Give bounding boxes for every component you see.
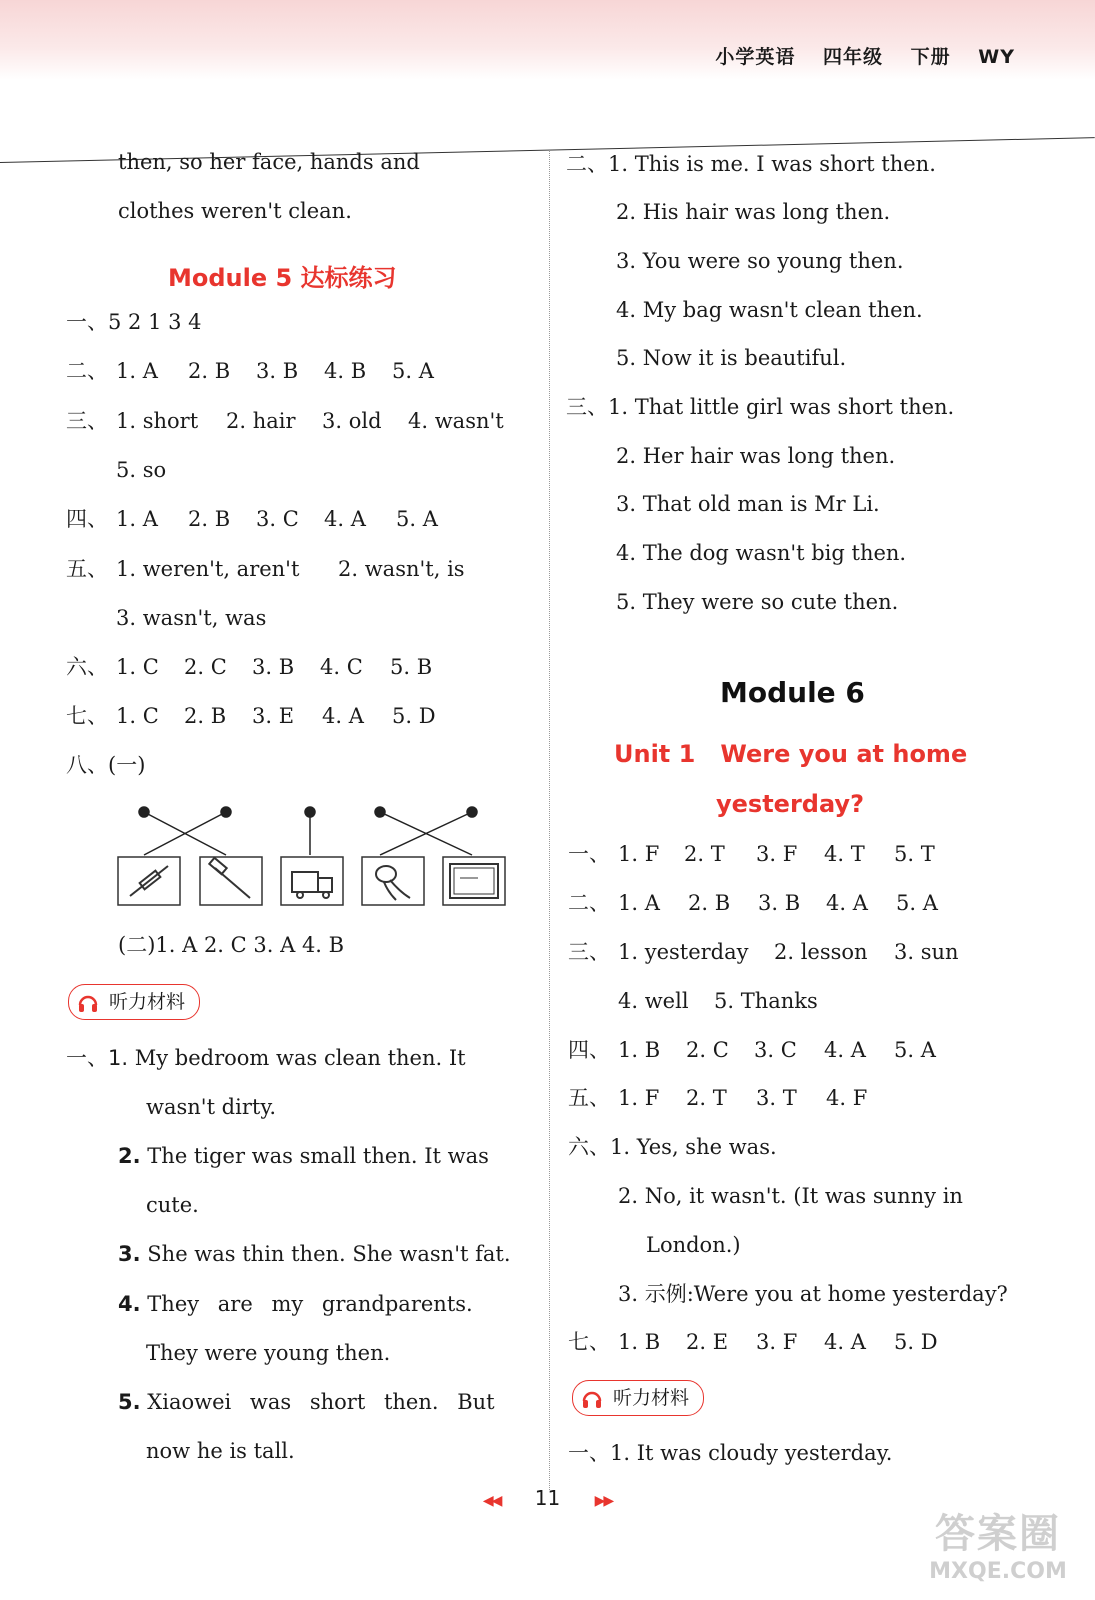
q3-row: 三、 1. short 2. hair 3. old 4. wasn't	[66, 409, 504, 433]
syringe-icon	[130, 866, 168, 896]
r-q3-row-5: 5. They were so cute then.	[616, 590, 899, 614]
r-q2-row-4: 4. My bag wasn't clean then.	[616, 298, 923, 322]
u7-row: 七、 1. B 2. E 3. F 4. A 5. D	[568, 1330, 938, 1354]
r-q3-row-2: 2. Her hair was long then.	[616, 444, 896, 468]
q8-row: 八、(一)	[66, 753, 146, 777]
listening-tag-right: 听力材料	[572, 1380, 704, 1416]
q1-row: 一、5 2 1 3 4	[66, 310, 202, 334]
unit1-title-1: Unit 1 Were you at home	[614, 740, 968, 768]
q5-cont: 3. wasn't, was	[116, 606, 267, 630]
listening-1-cont: wasn't dirty.	[146, 1095, 277, 1119]
u6-row-3: London.)	[646, 1233, 741, 1257]
q6-row: 六、 1. C 2. C 3. B 4. C 5. B	[66, 655, 433, 679]
u6-row-4: 3. 示例:Were you at home yesterday?	[618, 1282, 1008, 1306]
listening-4: 4. They are my grandparents.	[118, 1292, 473, 1316]
r-q3-row-1: 三、1. That little girl was short then.	[566, 395, 955, 419]
u3-row: 三、 1. yesterday 2. lesson 3. sun	[568, 940, 959, 964]
r-q3-row-4: 4. The dog wasn't big then.	[616, 541, 907, 565]
listening-2-cont: cute.	[146, 1193, 199, 1217]
listening-4-cont: They were young then.	[146, 1341, 391, 1365]
page-header	[695, 42, 1015, 69]
watermark: 答案圈 MXQE.COM	[929, 1511, 1067, 1584]
u2-row: 二、 1. A 2. B 3. B 4. A 5. A	[568, 891, 938, 915]
listening-3: 3. She was thin then. She wasn't fat.	[118, 1242, 511, 1266]
listening-5-cont: now he is tall.	[146, 1439, 295, 1463]
header-edition: WY	[978, 46, 1015, 68]
r-q2-row-1: 二、1. This is me. I was short then.	[566, 152, 936, 176]
q2-row: 二、 1. A 2. B 3. B 4. B 5. A	[66, 359, 434, 383]
carry-line-2: clothes weren't clean.	[118, 199, 352, 223]
q7-row: 七、 1. C 2. B 3. E 4. A 5. D	[66, 704, 436, 728]
module6-title: Module 6	[720, 676, 865, 709]
r-q2-row-3: 3. You were so young then.	[616, 249, 904, 273]
prev-arrows-icon: ◀◀	[482, 1493, 501, 1509]
u4-row: 四、 1. B 2. C 3. C 4. A 5. A	[568, 1038, 936, 1062]
u6-row-2: 2. No, it wasn't. (It was sunny in	[618, 1184, 963, 1208]
scarf-icon	[376, 866, 410, 900]
listening-tag-left: 听力材料	[68, 984, 200, 1020]
carry-line-1: then, so her face, hands and	[118, 150, 420, 174]
truck-icon	[292, 872, 332, 898]
u3-cont: 4. well 5. Thanks	[618, 989, 818, 1013]
matching-diagram	[110, 800, 520, 915]
r-listening-1: 一、1. It was cloudy yesterday.	[568, 1441, 893, 1465]
blackboard-icon	[450, 864, 498, 898]
listening-5: 5. Xiaowei was short then. But	[118, 1390, 495, 1414]
header-grade: 四年级	[823, 46, 884, 68]
u1-row: 一、 1. F 2. T 3. F 4. T 5. T	[568, 842, 935, 866]
unit1-title-2: yesterday?	[716, 790, 864, 818]
module5-title: Module 5 达标练习	[168, 264, 397, 292]
listening-2: 2. The tiger was small then. It was	[118, 1144, 489, 1168]
column-divider	[549, 150, 550, 1490]
u6-row-1: 六、1. Yes, she was.	[568, 1135, 777, 1159]
header-term: 下册	[910, 46, 951, 68]
headphones-icon	[77, 991, 99, 1013]
q3-cont: 5. so	[116, 458, 167, 482]
page-number: 11	[534, 1486, 561, 1510]
q8-sub2: (二)1. A 2. C 3. A 4. B	[118, 933, 345, 957]
listening-1: 一、1. My bedroom was clean then. It	[66, 1046, 466, 1070]
q5-row: 五、 1. weren't, aren't 2. wasn't, is	[66, 557, 465, 581]
r-q2-row-2: 2. His hair was long then.	[616, 200, 891, 224]
hammer-icon	[209, 858, 250, 898]
header-subject: 小学英语	[715, 46, 796, 68]
headphones-icon	[581, 1387, 603, 1409]
u5-row: 五、 1. F 2. T 3. T 4. F	[568, 1086, 868, 1110]
r-q3-row-3: 3. That old man is Mr Li.	[616, 492, 880, 516]
next-arrows-icon: ▶▶	[594, 1493, 613, 1509]
r-q2-row-5: 5. Now it is beautiful.	[616, 346, 847, 370]
q4-row: 四、 1. A 2. B 3. C 4. A 5. A	[66, 507, 438, 531]
